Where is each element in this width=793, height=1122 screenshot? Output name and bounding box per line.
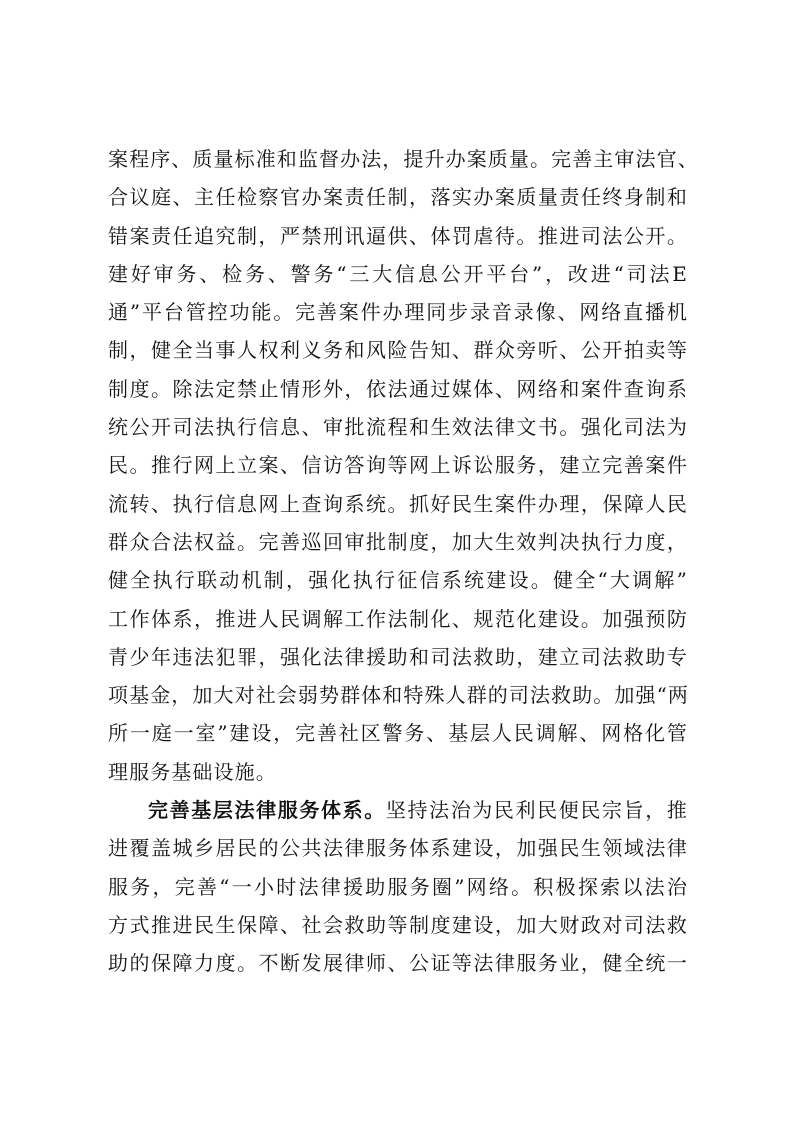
paragraph-line: 青少年违法犯罪，强化法律援助和司法救助，建立司法救助专 xyxy=(108,644,688,669)
paragraph-line: 理服务基础设施。 xyxy=(108,759,277,784)
paragraph-line: 案程序、质量标准和监督办法，提升办案质量。完善主审法官、 xyxy=(108,147,699,171)
paragraph-2-heading: 完善基层法律服务体系。 xyxy=(148,798,386,823)
paragraph-line: 项基金，加大对社会弱势群体和特殊人群的司法救助。加强“两 xyxy=(108,683,690,708)
paragraph-line: 工作体系，推进人民调解工作法制化、规范化建设。加强预防 xyxy=(108,606,688,631)
paragraph-line: 民。推行网上立案、信访答询等网上诉讼服务，建立完善案件 xyxy=(108,453,688,478)
paragraph-line: 方式推进民生保障、社会救助等制度建设，加大财政对司法救 xyxy=(108,912,688,937)
paragraph-line: 进覆盖城乡居民的公共法律服务体系建设，加强民生领域法律 xyxy=(108,836,688,861)
paragraph-line: 制度。除法定禁止情形外，依法通过媒体、网络和案件查询系 xyxy=(108,376,688,401)
paragraph-line: 流转、执行信息网上查询系统。抓好民生案件办理，保障人民 xyxy=(108,491,688,516)
paragraph-2-first-line-text: 坚持法治为民利民便民宗旨，推 xyxy=(385,798,688,823)
paragraph-line: 群众合法权益。完善巡回审批制度，加大生效判决执行力度， xyxy=(108,529,688,554)
paragraph-line: 助的保障力度。不断发展律师、公证等法律服务业，健全统一 xyxy=(108,951,688,976)
document-body xyxy=(108,140,699,983)
paragraph-line: 所一庭一室”建设，完善社区警务、基层人民调解、网格化管 xyxy=(108,721,688,746)
paragraph-line: 统公开司法执行信息、审批流程和生效法律文书。强化司法为 xyxy=(108,415,688,440)
paragraph-line: 健全执行联动机制，强化执行征信系统建设。健全“大调解” xyxy=(108,568,688,593)
paragraph-line: 合议庭、主任检察官办案责任制，落实办案质量责任终身制和 xyxy=(108,185,688,210)
paragraph-line: 建好审务、检务、警务“三大信息公开平台”，改进“司法E xyxy=(108,261,688,286)
paragraph-line: 错案责任追究制，严禁刑讯逼供、体罚虐待。推进司法公开。 xyxy=(108,223,688,248)
paragraph-line: 制，健全当事人权利义务和风险告知、群众旁听、公开拍卖等 xyxy=(108,338,688,363)
paragraph-line: 通”平台管控功能。完善案件办理同步录音录像、网络直播机 xyxy=(108,300,688,325)
paragraph-line: 服务，完善“一小时法律援助服务圈”网络。积极探索以法治 xyxy=(108,874,688,899)
paragraph-2-first-line xyxy=(108,791,688,829)
